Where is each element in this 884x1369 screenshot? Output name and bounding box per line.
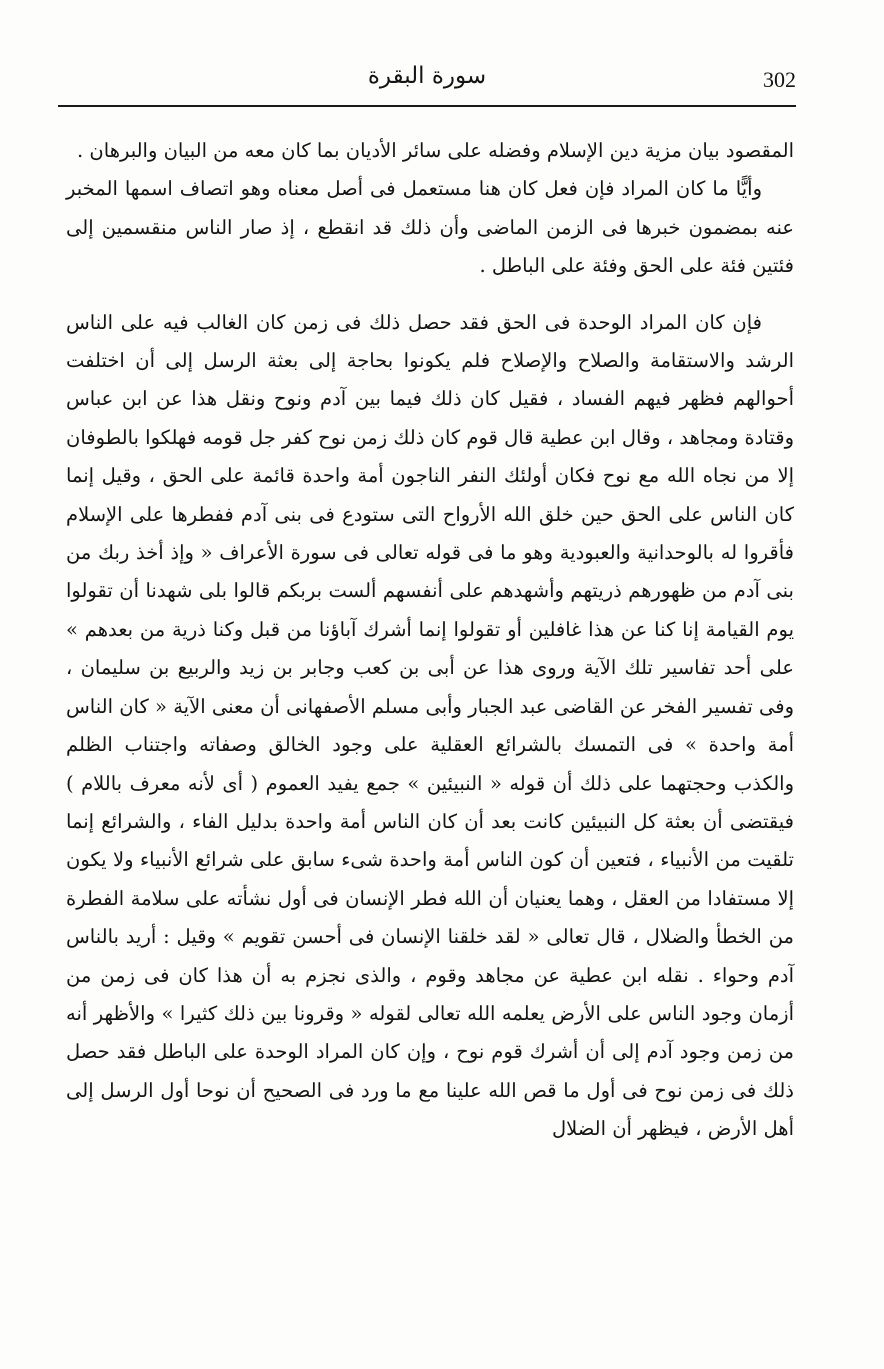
paragraph: فإن كان المراد الوحدة فى الحق فقد حصل ذلك فى زمن كان الغالب فيه على الناس الرشد والاستقامة والصلاح والإصلاح فلم يكونوا بحاجة إلى بعثة الرسل إلى أن اختلفت أحوالهم فظهر فيهم الفساد ، فقيل كان ذلك فيما بين آدم ونوح ونقل هذا عن ابن عباس وقتادة ومجاهد ، وقال ابن عطية قال قوم كان ذلك زمن نوح كفر جل قومه فهلكوا بالطوفان إلا من نجاه الله مع نوح فكان أولئك النفر الناجون أمة واحدة قائمة على الحق ، وقيل إنما كان الناس على الحق حين خلق الله الأرواح التى ستودع فى بنى آدم ففطرها على الإسلام فأقروا له بالوحدانية والعبودية وهو ما فى قوله تعالى فى سورة الأعراف « وإذ أخذ ربك من بنى آدم من ظهورهم ذريتهم وأشهدهم على أنفسهم ألست بربكم قالوا بلى شهدنا أن تقولوا يوم القيامة إنا كنا عن هذا غافلين أو تقولوا إنما أشرك آباؤنا من قبل وكنا ذرية من بعدهم » على أحد تفاسير تلك الآية وروى هذا عن أبى بن كعب وجابر بن زيد والربيع بن سليمان ، وفى تفسير الفخر عن القاضى عبد الجبار وأبى مسلم الأصفهانى أن معنى الآية « كان الناس أمة واحدة » فى التمسك بالشرائع العقلية على وجود الخالق وصفاته واجتناب الظلم والكذب وحجتهما على ذلك أن قوله « النبيئين » جمع يفيد العموم ( أى لأنه معرف باللام ) فيقتضى أن بعثة كل النبيئين كانت بعد أن كان الناس أمة واحدة بدليل الفاء ، والشرائع إنما تلقيت من الأنبياء ، فتعين أن كون الناس أمة واحدة شىء سابق على شرائع الأنبياء ولا يكون إلا مستفادا من العقل ، وهما يعنيان أن الله فطر الإنسان فى أول نشأته على سلامة الفطرة من الخطأ والضلال ، قال تعالى « لقد خلقنا الإنسان فى أحسن تقويم » وقيل : أريد بالناس آدم وحواء . نقله ابن عطية عن مجاهد وقوم ، والذى نجزم به أن هذا كان فى زمن من أزمان وجود الناس على الأرض يعلمه الله تعالى لقوله « وقرونا بين ذلك كثيرا » والأظهر أنه من زمن وجود آدم إلى أن أشرك قوم نوح ، وإن كان المراد الوحدة على الباطل فقد حصل ذلك فى زمن نوح فى أول ما قص الله علينا مع ما ورد فى الصحيح أن نوحا أول الرسل إلى أهل الأرض ، فيظهر أن الضلال xyxy=(66,310,794,1141)
body-text xyxy=(66,132,794,1149)
running-head: سورة البقرة xyxy=(367,63,487,89)
paragraph: وأيًّا ما كان المراد فإن فعل كان هنا مستعمل فى أصل معناه وهو اتصاف اسمها المخبر عنه بمضمون خبرها فى الزمن الماضى وأن ذلك قد انقطع ، إذ صار الناس منقسمين إلى فئتين فئة على الحق وفئة على الباطل . xyxy=(66,177,794,278)
page-header xyxy=(58,55,796,107)
page-number: 302 xyxy=(763,67,796,92)
paragraph: المقصود بيان مزية دين الإسلام وفضله على سائر الأديان بما كان معه من البيان والبرهان . xyxy=(77,139,794,162)
